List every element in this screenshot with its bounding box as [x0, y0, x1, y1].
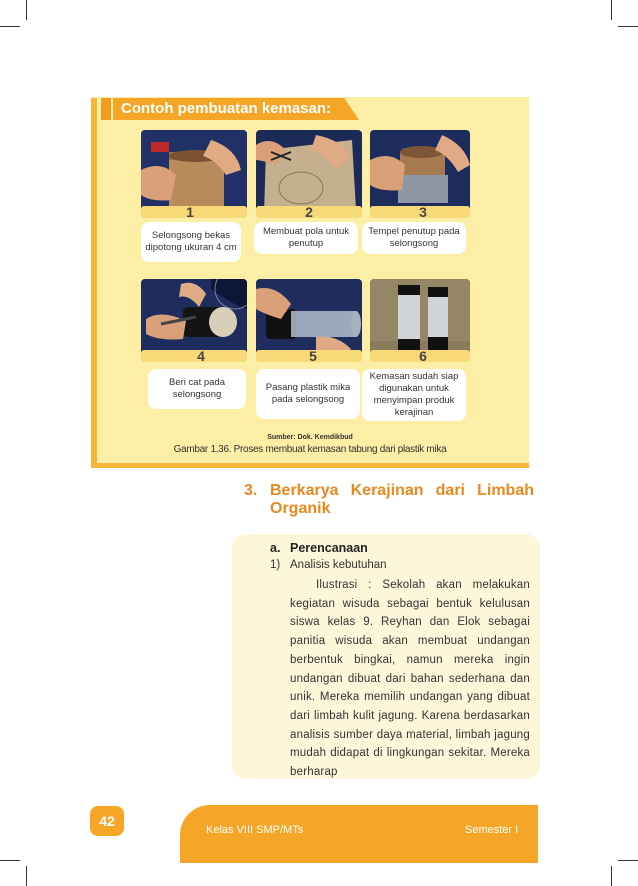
step-2-number: 2: [305, 204, 313, 220]
footer-class-label: Kelas VIII SMP/MTs: [206, 824, 304, 836]
step-1-caption: Selongsong bekas dipotong ukuran 4 cm: [141, 222, 241, 262]
list-item-title: Analisis kebutuhan: [290, 559, 387, 571]
footer-semester-label: Semester I: [465, 824, 519, 836]
crop-mark: [611, 866, 612, 886]
step-2-photo: [256, 130, 362, 215]
box-title: Contoh pembuatan kemasan:: [121, 100, 332, 117]
section-number: 3.: [244, 482, 258, 499]
panel-border-left: [91, 98, 97, 468]
crop-mark: [26, 866, 27, 886]
box-title-bar: [101, 98, 359, 120]
step-4-caption: Beri cat pada selongsong: [148, 369, 246, 409]
crop-mark: [618, 26, 638, 27]
list-item-label: 1): [270, 559, 281, 571]
figure-source: Sumber: Dok. Kemdikbud: [267, 434, 353, 441]
step-5-caption: Pasang plastik mika pada selongsong: [256, 369, 360, 419]
step-5-number: 5: [309, 348, 317, 364]
subsection-title: Perencanaan: [290, 541, 368, 555]
step-1-photo: [141, 130, 247, 215]
step-4-number: 4: [197, 348, 205, 364]
step-6-number: 6: [419, 348, 427, 364]
crop-mark: [26, 0, 27, 20]
panel-border-bottom: [91, 463, 529, 468]
body-paragraph: Ilustrasi : Sekolah akan melakukan kegiatan wisuda sebagai bentuk kelulusan siswa kelas 9. Reyhan dan Elok sebagai panitia wisuda akan membuat undangan berbentuk bingkai, namun mereka ingin undangan dibuat dari bahan sederhana dan unik. Mereka memilih undangan yang dibuat dari limbah kulit jagung. Karena berdasarkan analisis sumber daya material, limbah jagung mudah didapat di lingkungan sekitar. Mereka berharap: [290, 579, 530, 779]
section-title: Berkarya Kerajinan dari Limbah Organik: [270, 482, 534, 517]
crop-mark: [618, 860, 638, 861]
step-3-caption: Tempel penutup pada selongsong: [362, 222, 466, 254]
step-2-caption: Membuat pola untuk penutup: [254, 222, 358, 254]
page-number: 42: [90, 806, 124, 836]
crop-mark: [0, 860, 20, 861]
step-1-number: 1: [186, 204, 194, 220]
crop-mark: [0, 26, 20, 27]
title-accent: [101, 98, 111, 120]
step-6-caption: Kemasan sudah siap digunakan untuk menyimpan produk kerajinan: [362, 369, 466, 421]
step-3-photo: [370, 130, 470, 215]
step-3-number: 3: [419, 204, 427, 220]
panel-top-band: [91, 91, 529, 97]
subsection-label: a.: [270, 541, 281, 555]
figure-caption: Gambar 1.36. Proses membuat kemasan tabung dari plastik mika: [173, 444, 447, 455]
crop-mark: [611, 0, 612, 20]
